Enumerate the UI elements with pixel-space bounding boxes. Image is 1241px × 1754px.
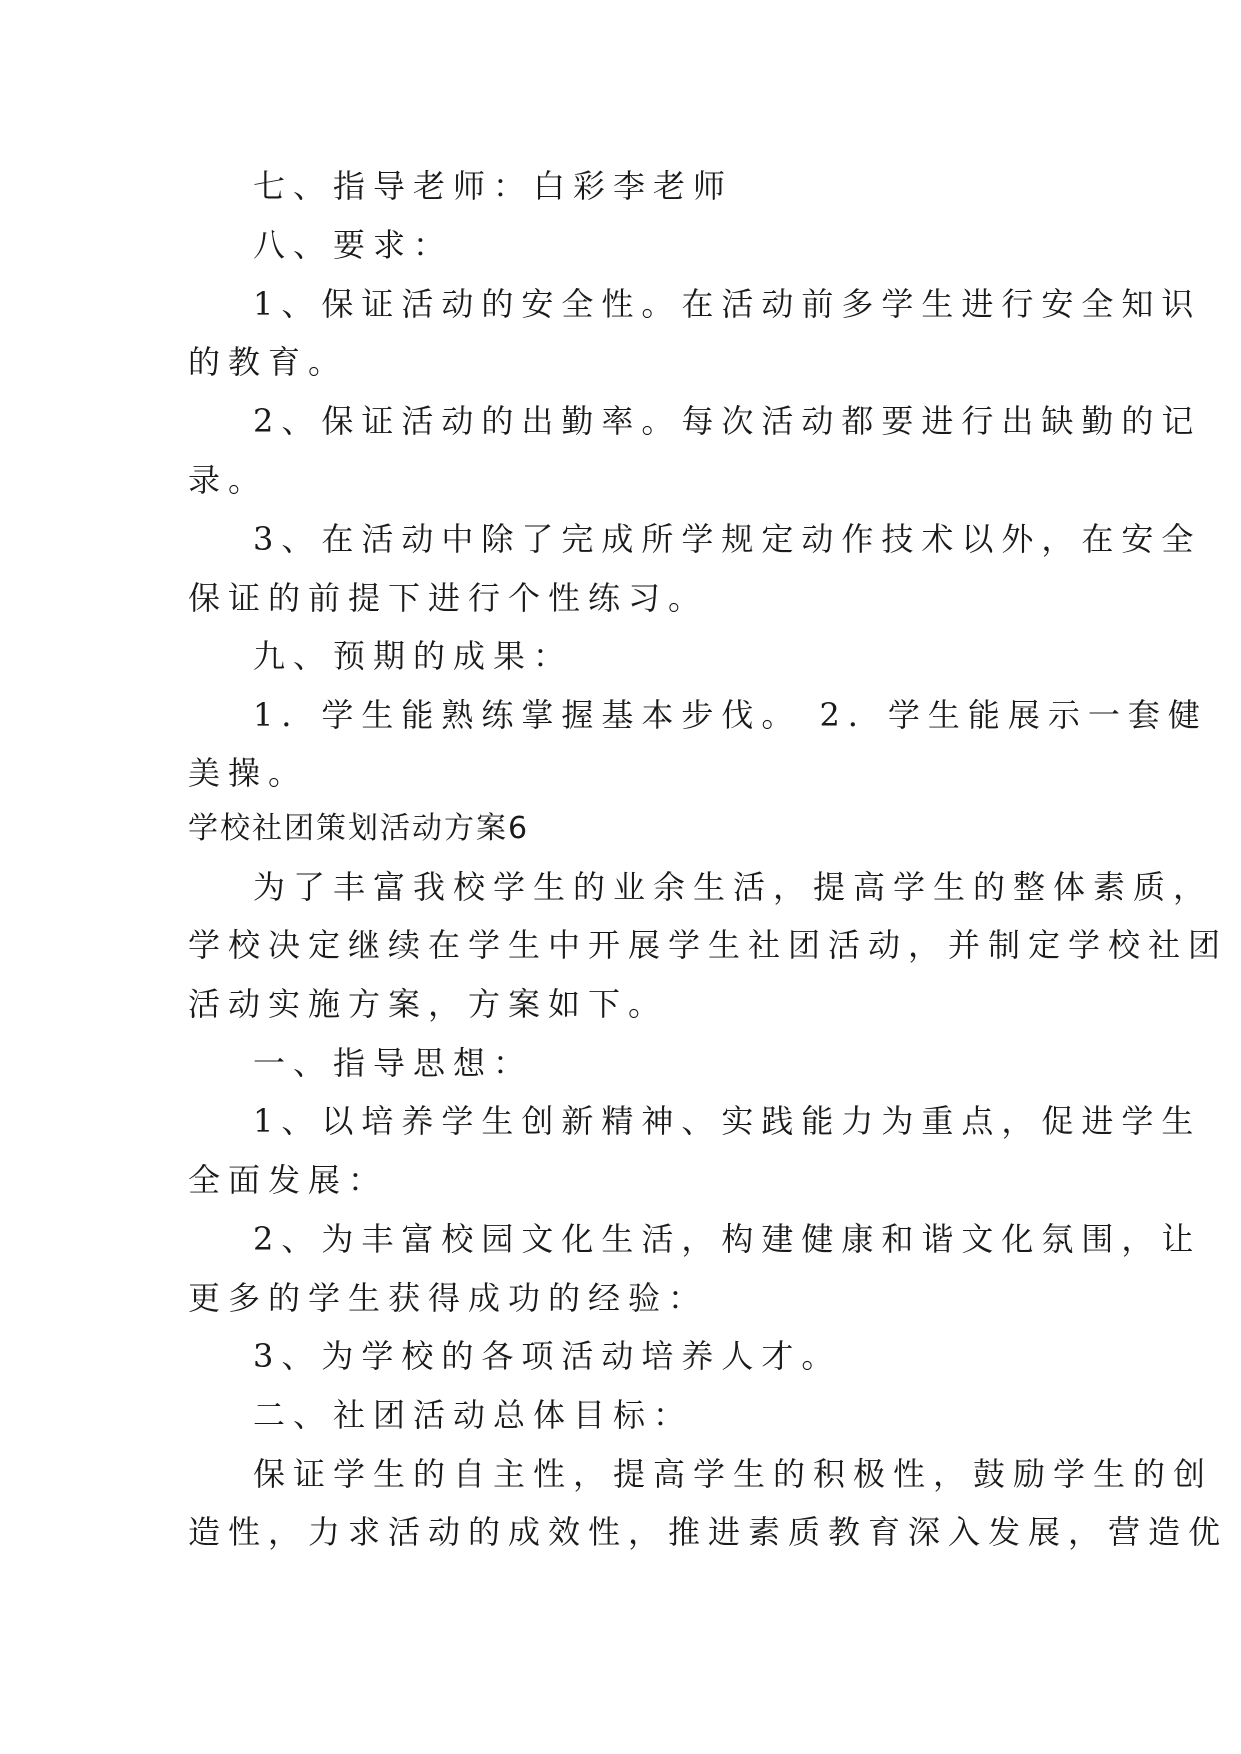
text-line: 保证的前提下进行个性练习。 bbox=[188, 579, 709, 617]
text-line: 为了丰富我校学生的业余生活，提高学生的整体素质， bbox=[253, 868, 1214, 906]
section-title: 学校社团策划活动方案6 bbox=[188, 811, 530, 846]
text-line: 八、要求： bbox=[253, 226, 454, 264]
text-line: 学校决定继续在学生中开展学生社团活动，并制定学校社团 bbox=[188, 926, 1229, 964]
text-line: 更多的学生获得成功的经验： bbox=[188, 1279, 709, 1317]
text-line: 3、在活动中除了完成所学规定动作技术以外，在安全 bbox=[253, 520, 1202, 558]
text-line: 3、为学校的各项活动培养人才。 bbox=[253, 1337, 842, 1375]
text-line: 2、保证活动的出勤率。每次活动都要进行出缺勤的记 bbox=[253, 402, 1202, 440]
text-line: 活动实施方案，方案如下。 bbox=[188, 985, 669, 1023]
text-line: 一、指导思想： bbox=[253, 1044, 534, 1082]
text-line: 1、以培养学生创新精神、实践能力为重点，促进学生 bbox=[253, 1102, 1202, 1140]
text-line: 2、为丰富校园文化生活，构建健康和谐文化氛围，让 bbox=[253, 1220, 1202, 1258]
text-line: 二、社团活动总体目标： bbox=[253, 1396, 694, 1434]
text-line: 全面发展： bbox=[188, 1161, 389, 1199]
text-line: 保证学生的自主性，提高学生的积极性，鼓励学生的创 bbox=[253, 1455, 1214, 1493]
text-line: 造性，力求活动的成效性，推进素质教育深入发展，营造优 bbox=[188, 1513, 1229, 1551]
text-line: 美操。 bbox=[188, 754, 309, 792]
text-line: 九、预期的成果： bbox=[253, 637, 574, 675]
text-line: 录。 bbox=[188, 461, 269, 499]
text-line: 1、保证活动的安全性。在活动前多学生进行安全知识 bbox=[253, 285, 1202, 323]
text-line: 1．学生能熟练掌握基本步伐。 2．学生能展示一套健 bbox=[253, 696, 1208, 734]
text-line: 七、指导老师：白彩李老师 bbox=[253, 167, 734, 205]
text-line: 的教育。 bbox=[188, 343, 349, 381]
